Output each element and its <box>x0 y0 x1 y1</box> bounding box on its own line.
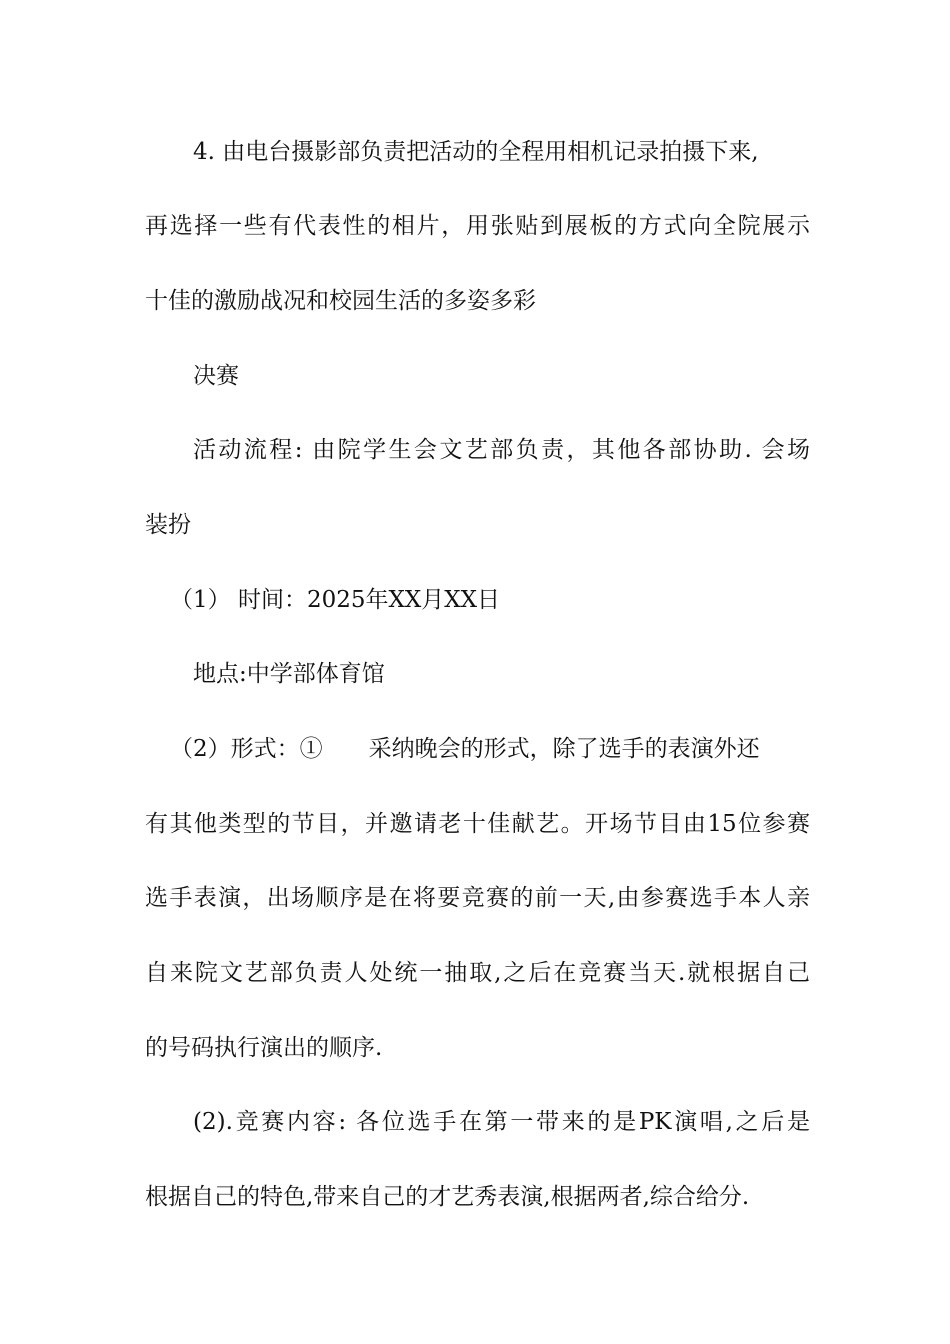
paragraph-line: 的号码执行演出的顺序. <box>145 1035 383 1061</box>
paragraph-line: 十佳的激励战况和校园生活的多姿多彩 <box>145 288 536 314</box>
time-line: （1） 时间：2025年XX月XX日 <box>170 587 500 613</box>
paragraph-line <box>170 734 810 764</box>
paragraph-line: (2).竞赛内容: 各位选手在第一带来的是PK演唱,之后是 <box>193 1109 810 1135</box>
location-line: 地点:中学部体育馆 <box>193 661 385 687</box>
paragraph-line: 4. 由电台摄影部负责把活动的全程用相机记录拍摄下来, <box>193 139 759 165</box>
form-text: 采纳晚会的形式，除了选手的表演外还 <box>368 736 760 762</box>
paragraph-line: 根据自己的特色,带来自己的才艺秀表演,根据两者,综合给分. <box>145 1184 750 1210</box>
paragraph-line: 活动流程: 由院学生会文艺部负责，其他各部协助. 会场 <box>193 437 810 463</box>
paragraph-line: 自来院文艺部负责人处统一抽取,之后在竞赛当天.就根据自己 <box>145 960 810 986</box>
paragraph-line: 装扮 <box>145 512 191 538</box>
paragraph-line: 再选择一些有代表性的相片，用张贴到展板的方式向全院展示 <box>145 213 810 239</box>
paragraph-line: 有其他类型的节目，并邀请老十佳献艺。开场节目由15位参赛 <box>145 811 810 837</box>
section-heading: 决赛 <box>193 363 239 389</box>
paragraph-line: 选手表演，出场顺序是在将要竞赛的前一天,由参赛选手本人亲 <box>145 885 810 911</box>
form-label: （2）形式：① <box>170 736 323 762</box>
